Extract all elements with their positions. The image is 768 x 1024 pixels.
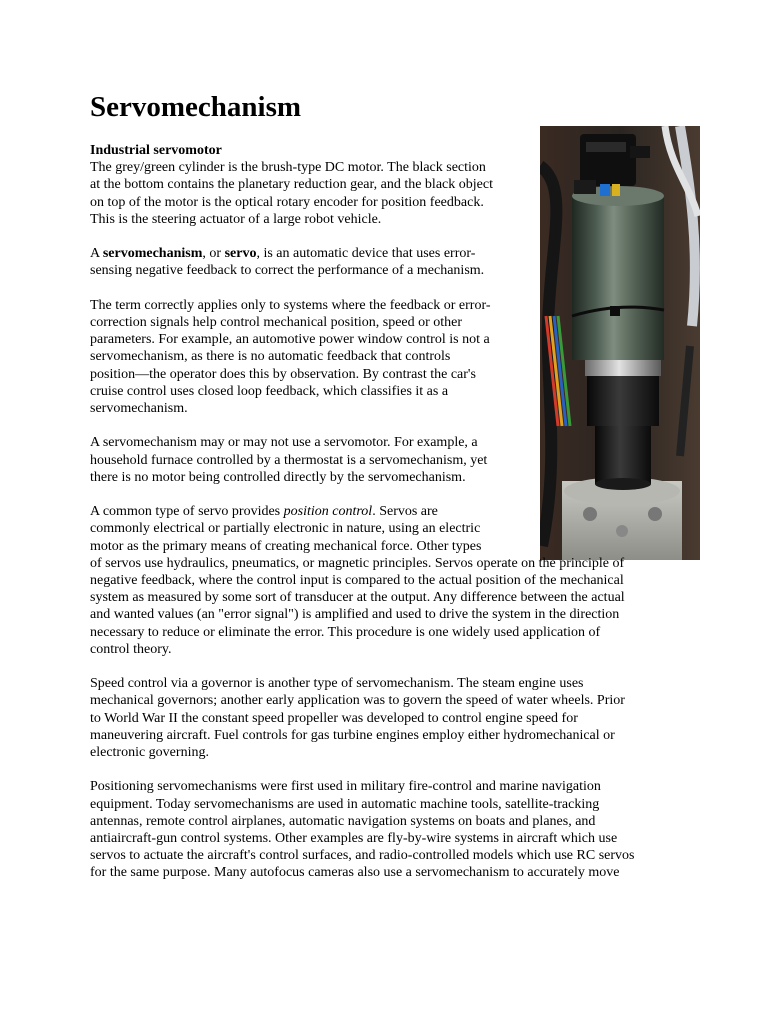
definition-line-2: sensing negative feedback to correct the performance of a mechanism. bbox=[90, 263, 485, 279]
paragraph-line: commonly electrical or partially electronic in nature, using an electric bbox=[90, 521, 481, 537]
definition-line-1 bbox=[90, 245, 530, 262]
caption-line: at the bottom contains the planetary reduction gear, and the black object bbox=[90, 177, 493, 193]
paragraph-line: mechanical governors; another early application was to govern the speed of water wheels. Prior bbox=[90, 693, 625, 709]
term-servo: servo bbox=[224, 246, 257, 262]
paragraph-line: motor as the primary means of creating mechanical force. Other types bbox=[90, 538, 482, 554]
paragraph-line: household furnace controlled by a thermostat is a servomechanism, yet bbox=[90, 452, 488, 468]
caption-heading: Industrial servomotor bbox=[90, 143, 222, 158]
paragraph-line: cruise control uses closed loop feedback, which classifies it as a bbox=[90, 383, 449, 399]
caption-line: This is the steering actuator of a large robot vehicle. bbox=[90, 211, 382, 227]
paragraph-line: parameters. For example, an automotive power window control is not a bbox=[90, 332, 490, 348]
paragraph-line: control theory. bbox=[90, 641, 172, 657]
paragraph-line: necessary to reduce or eliminate the error. This procedure is one widely used application of bbox=[90, 624, 601, 640]
paragraph-line: correction signals help control mechanical position, speed or other bbox=[90, 315, 463, 330]
paragraph-line: system as measured by some sort of transducer at the output. Any difference between the actual bbox=[90, 590, 625, 606]
article-body bbox=[90, 142, 680, 899]
paragraph-line: A servomechanism may or may not use a servomotor. For example, a bbox=[90, 435, 478, 451]
paragraph-speed-control bbox=[90, 675, 680, 761]
caption-line: The grey/green cylinder is the brush-type DC motor. The black section bbox=[90, 160, 486, 176]
paragraph-line: to World War II the constant speed propeller was developed to control engine speed for bbox=[90, 710, 578, 726]
page-title: Servomechanism bbox=[90, 91, 302, 123]
caption-line: on top of the motor is the optical rotary encoder for position feedback. bbox=[90, 194, 484, 210]
paragraph-line: antiaircraft-gun control systems. Other examples are fly-by-wire systems in aircraft which use bbox=[90, 831, 618, 847]
paragraph-line: electronic governing. bbox=[90, 745, 209, 761]
paragraph-line: Speed control via a governor is another type of servomechanism. The steam engine uses bbox=[90, 676, 584, 692]
paragraph-line: Positioning servomechanisms were first used in military fire-control and marine navigation bbox=[90, 779, 601, 795]
paragraph-term-usage bbox=[90, 297, 530, 417]
paragraph-line: of servos use hydraulics, pneumatics, or magnetic principles. Servos operate on the principle of bbox=[90, 555, 625, 571]
term-position-control: position control bbox=[283, 504, 373, 520]
paragraph-line: negative feedback, where the control input is compared to the actual position of the mechanical bbox=[90, 573, 624, 589]
paragraph-definition bbox=[90, 245, 530, 279]
text-fragment: , is an automatic device that uses error- bbox=[256, 246, 476, 262]
paragraph-positioning bbox=[90, 778, 680, 881]
paragraph-position-control bbox=[90, 503, 680, 658]
text-fragment: A common type of servo provides bbox=[90, 504, 284, 520]
paragraph-line: servos to actuate the aircraft's control surfaces, and radio-controlled models which use RC servos bbox=[90, 848, 635, 864]
paragraph-line: maneuvering aircraft. Fuel controls for gas turbine engines employ either hydromechanical or bbox=[90, 727, 615, 743]
text-fragment: , or bbox=[202, 246, 225, 262]
paragraph-line: The term correctly applies only to systems where the feedback or error- bbox=[90, 297, 491, 313]
paragraph-line: for the same purpose. Many autofocus cameras also use a servomechanism to accurately move bbox=[90, 865, 620, 881]
paragraph-line: servomechanism, as there is no automatic feedback that controls bbox=[90, 349, 451, 365]
paragraph-line bbox=[90, 503, 680, 520]
image-caption bbox=[90, 142, 530, 228]
paragraph-servomotor bbox=[90, 434, 530, 486]
text-fragment: A bbox=[90, 246, 103, 262]
text-fragment: . Servos are bbox=[372, 504, 438, 520]
paragraph-line: position—the operator does this by observation. By contrast the car's bbox=[90, 366, 476, 382]
paragraph-line: servomechanism. bbox=[90, 401, 188, 417]
paragraph-line: there is no motor being controlled directly by the servomechanism. bbox=[90, 469, 466, 485]
paragraph-line: equipment. Today servomechanisms are used in automatic machine tools, satellite-tracking bbox=[90, 796, 600, 812]
paragraph-line: antennas, remote control airplanes, automatic navigation systems on boats and planes, and bbox=[90, 813, 596, 829]
term-servomechanism: servomechanism bbox=[102, 246, 203, 262]
paragraph-line: and wanted values (an "error signal") is amplified and used to drive the system in the direction bbox=[90, 607, 620, 623]
